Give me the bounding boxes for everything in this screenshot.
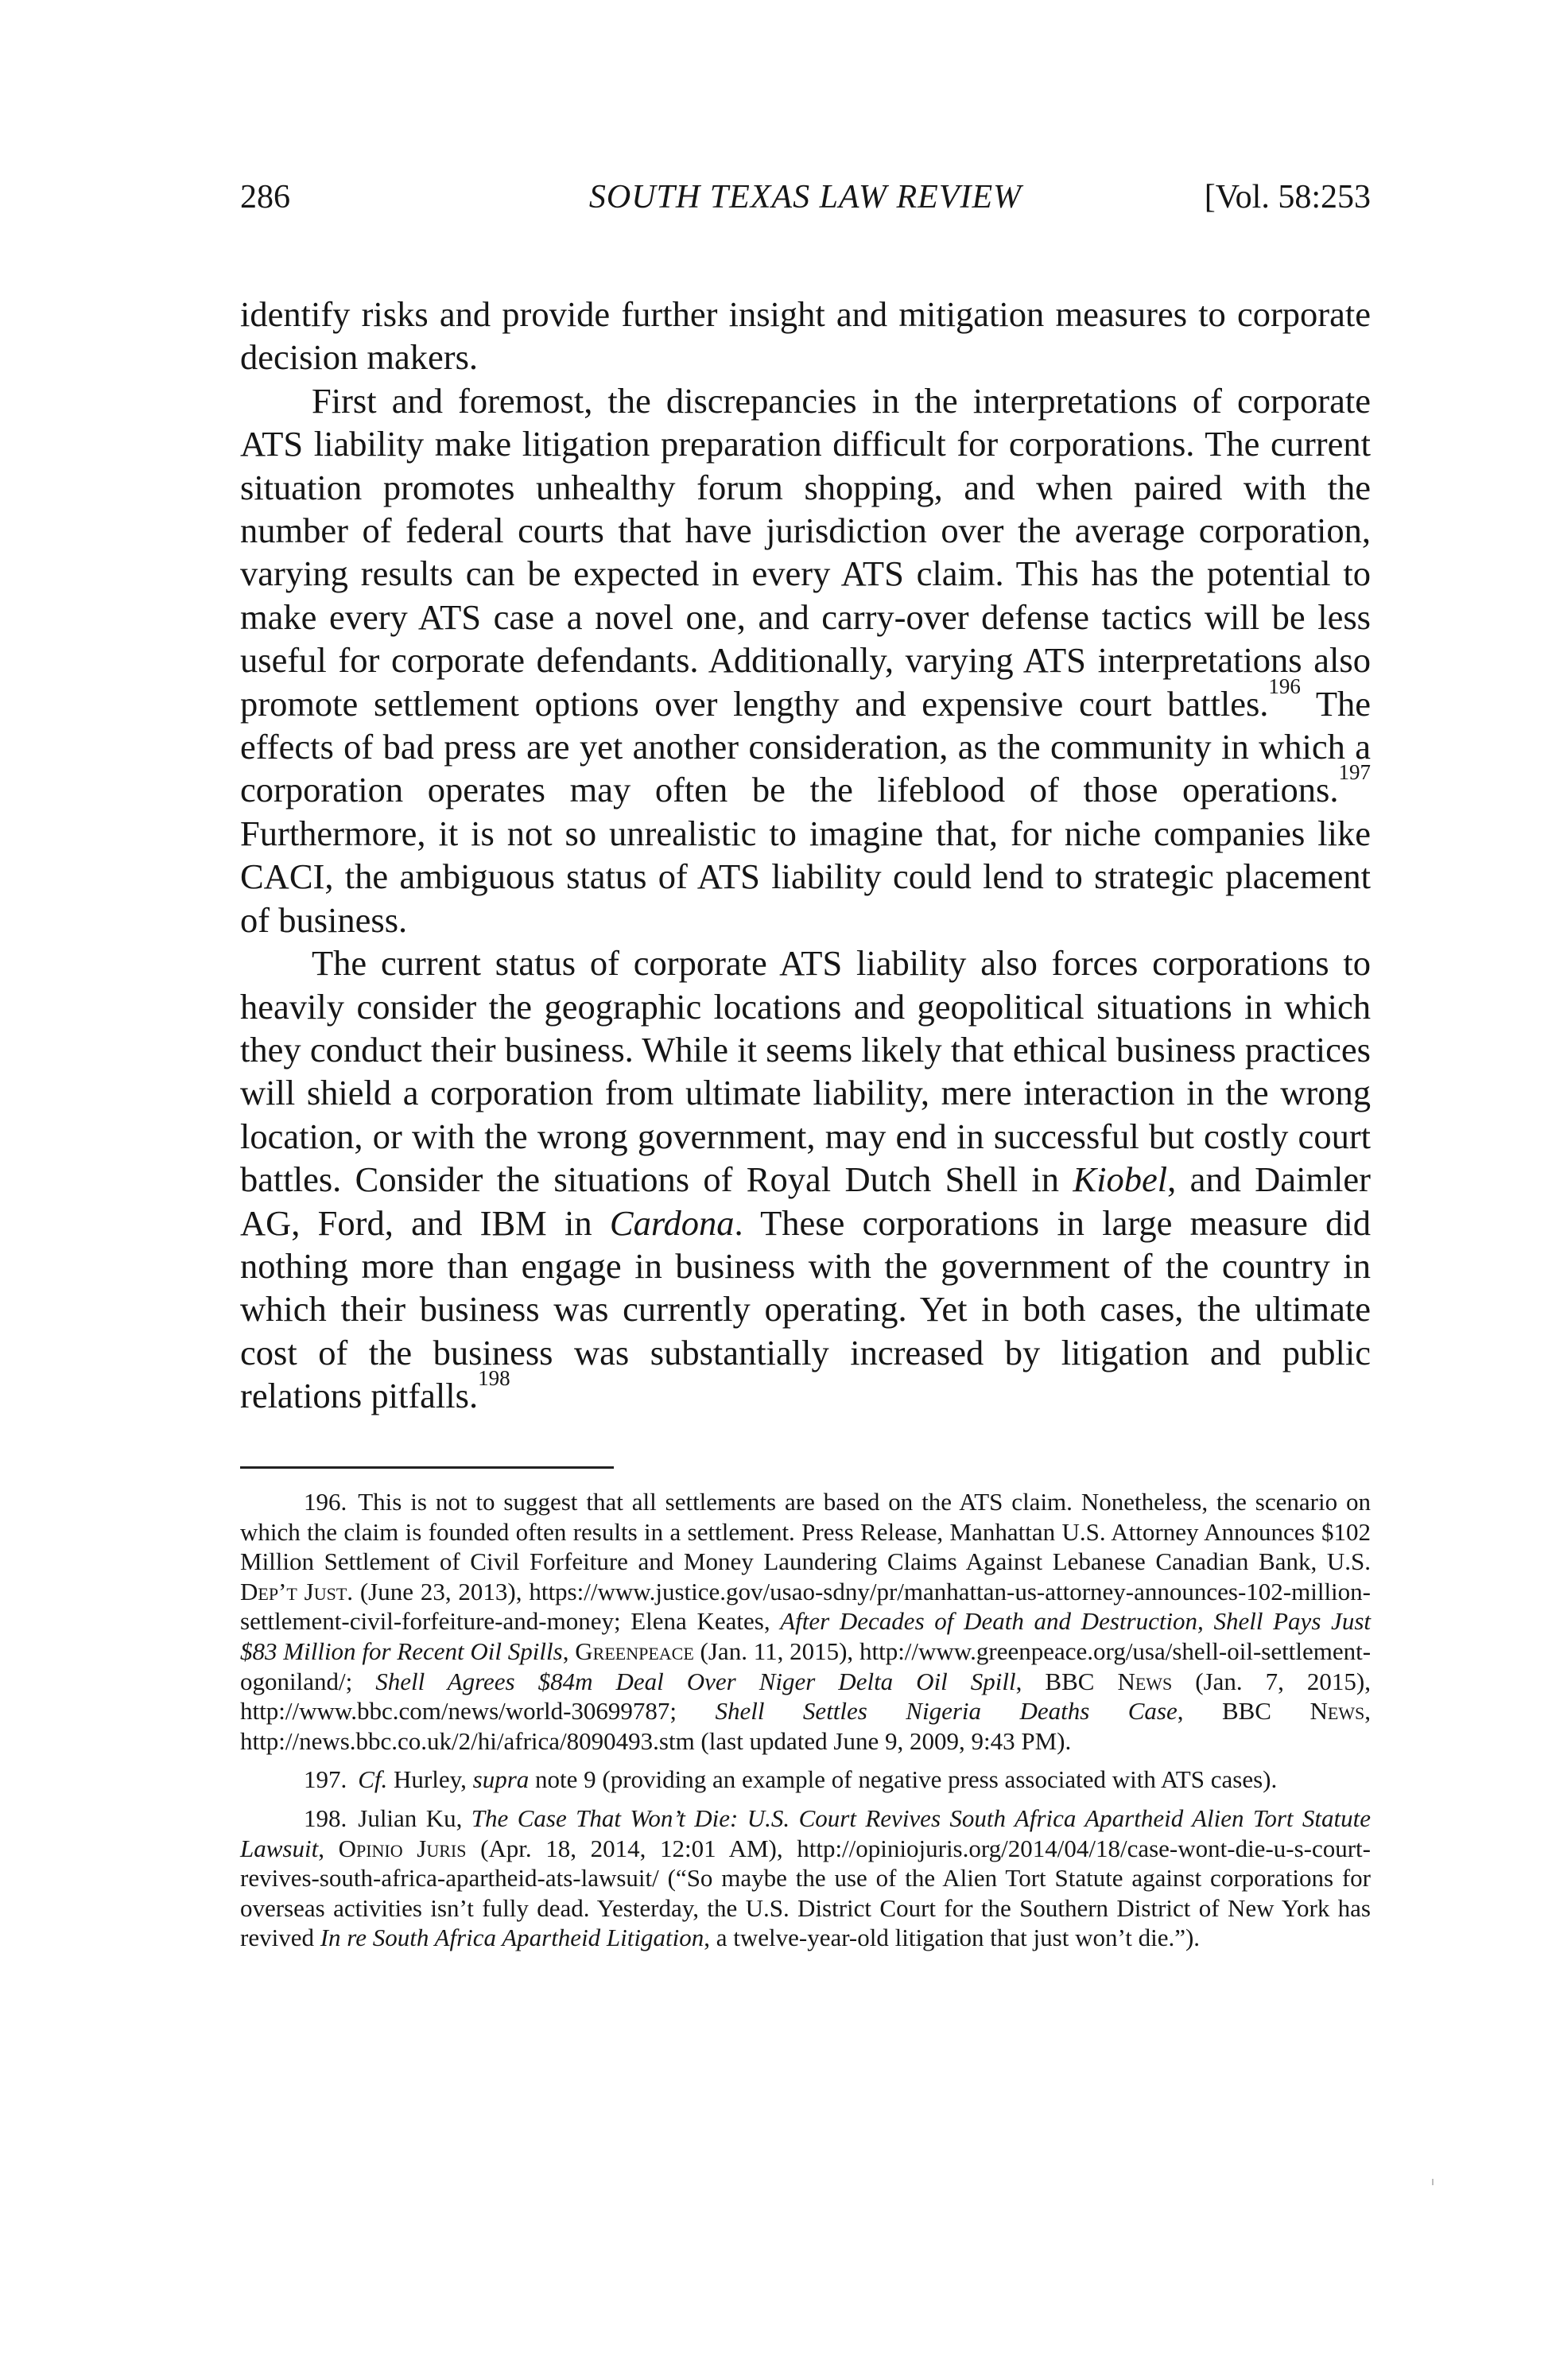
footnote-number: 196. [304,1488,347,1516]
volume-citation: [Vol. 58:253 [1204,179,1371,215]
footnote-ref-198[interactable]: 198 [478,1366,510,1391]
footnote-196: 196. This is not to suggest that all settlements are based on the ATS claim. Nonetheless, the scenario on which the claim is founded often results in a settlement. Press Release, Manhattan U.S. Attorney Announces $102 Million Settlement of Civil Forfeiture and Money Laundering Claims Against Lebanese Canadian Bank, U.S. Dep’t Just. (June 23, 2013), https://www.justice.gov/usao-sdny/pr/manhattan-us-attorney-announces-102-million-settlement-civil-forfeiture-and-money; Elena Keates, After Decades of Death and Destruction, Shell Pays Just $83 Million for Recent Oil Spills, Greenpeace (Jan. 11, 2015), http://www.greenpeace.org/usa/shell-oil-settlement-ogoniland/; Shell Agrees $84m Deal Over Niger Delta Oil Spill, BBC News (Jan. 7, 2015), http://www.bbc.com/news/world-30699787; Shell Settles Nigeria Deaths Case, BBC News, http://news.bbc.co.uk/2/hi/africa/8090493.stm (last updated June 9, 2009, 9:43 PM). [240,1488,1372,1755]
footnote-ref-196[interactable]: 196 [1268,674,1301,698]
footnotes [240,1487,1371,1962]
footnote-divider [240,1466,614,1469]
paragraph-1: identify risks and provide further insight and mitigation measures to corporate decision makers. [240,294,1371,378]
running-header [240,173,1371,221]
paragraph-3: The current status of corporate ATS liability also forces corporations to heavily consider the geographic locations and geopolitical situations in which they conduct their business. While it seems likely that ethical business practices will shield a corporation from ultimate liability, mere interaction in the wrong location, or with the wrong government, may end in successful but costly court battles. Consider the situations of Royal Dutch Shell in Kiobel, and Daimler AG, Ford, and IBM in Cardona. These corporations in large measure did nothing more than engage in business with the government of the country in which their business was currently operating. Yet in both cases, the ultimate cost of the business was substantially increased by litigation and public relations pitfalls.$^{198}$ [240,943,1371,1416]
footnote-number: 197. [304,1765,347,1794]
journal-title: SOUTH TEXAS LAW REVIEW [588,179,1022,215]
scan-speck [1432,2179,1434,2185]
page-number: 286 [240,179,290,215]
footnote-198: 198. Julian Ku, The Case That Won’t Die: U.S. Court Revives South Africa Apartheid Alien Tort Statute Lawsuit, Opinio Juris (Apr. 18, 2014, 12:01 AM), http://opiniojuris.org/2014/04/18/case-wont-die-u-s-court-revives-south-africa-apartheid-ats-lawsuit/ (“So maybe the use of the Alien Tort Statute against corporations for overseas activities isn’t fully dead. Yesterday, the U.S. District Court for the Southern District of New York has revived In re South Africa Apartheid Litigation, a twelve-year-old litigation that just won’t die.”). [240,1803,1372,1952]
main-text [240,293,1371,1418]
footnote-ref-197[interactable]: 197 [1338,760,1371,785]
footnote-197: 197. Cf. Hurley, supra note 9 (providing an example of negative press associated with ATS cases). [240,1765,1371,1795]
paragraph-2: First and foremost, the discrepancies in the interpretations of corporate ATS liability make litigation preparation difficult for corporations. The current situation promotes unhealthy forum shopping, and when paired with the number of federal courts that have jurisdiction over the average corporation, varying results can be expected in every ATS claim. This has the potential to make every ATS case a novel one, and carry-over defense tactics will be less useful for corporate defendants. Additionally, varying ATS interpretations also promote settlement options over lengthy and expensive court battles.$^{196}$ The effects of bad press are yet another consideration, as the community in which a corporation operates may often be the lifeblood of those operations.$^{197}$ Furthermore, it is not so unrealistic to imagine that, for niche companies like CACI, the ambiguous status of ATS liability could lend to strategic placement of business. [240,380,1371,940]
case-name-cardona: Cardona [609,1202,735,1243]
footnote-number: 198. [304,1803,347,1832]
case-name-kiobel: Kiobel [1073,1159,1168,1200]
